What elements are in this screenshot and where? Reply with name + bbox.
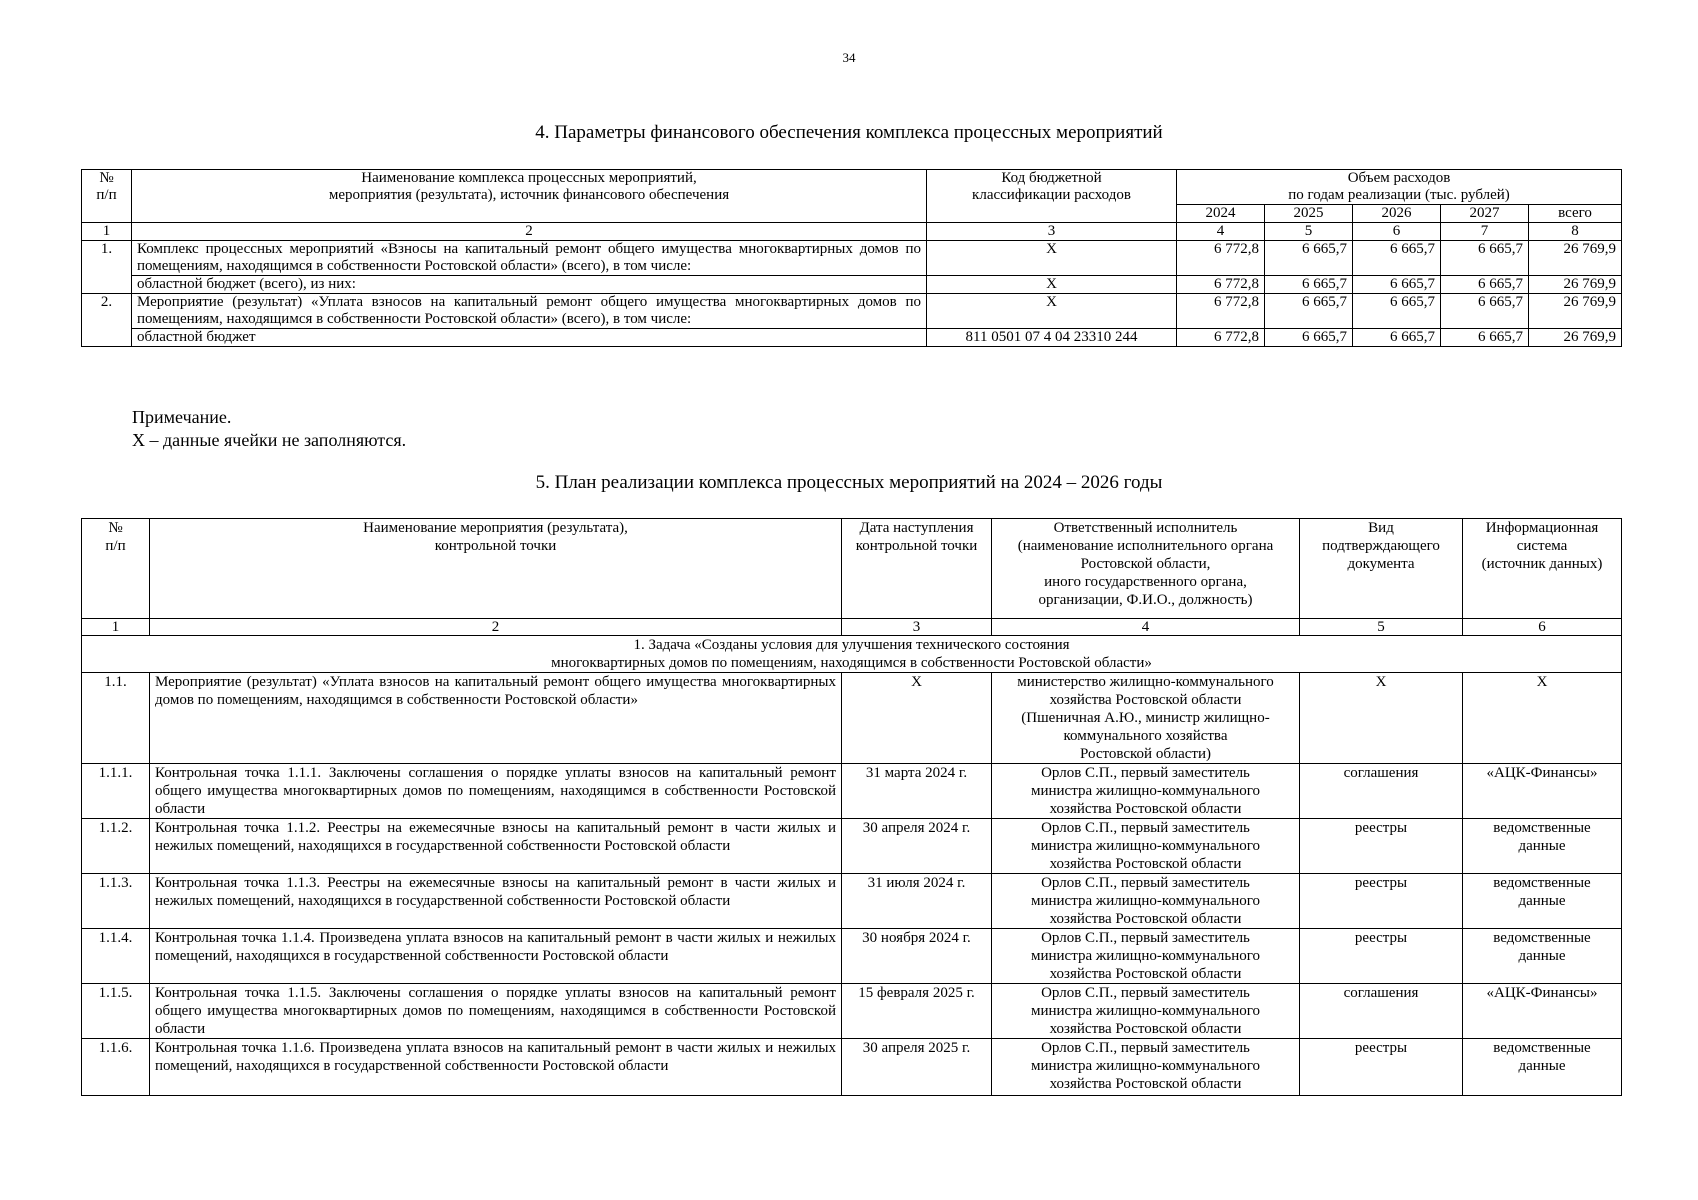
plan-row xyxy=(82,1039,1622,1096)
row-value-2027: 6 665,7 xyxy=(1441,294,1529,329)
row-code: X xyxy=(927,294,1177,329)
row-num: 1.1.3. xyxy=(82,874,150,929)
row-value-2024: 6 772,8 xyxy=(1177,241,1265,276)
row-name: Мероприятие (результат) «Уплата взносов на капитальный ремонт общего имущества многоквартирных домов по помещениям, находящимся в собственности Ростовской области» (всего), в том числе: xyxy=(132,294,927,329)
plan-row xyxy=(82,984,1622,1039)
index-cell: 3 xyxy=(927,223,1177,241)
note-text: X – данные ячейки не заполняются. xyxy=(132,430,407,450)
index-cell: 7 xyxy=(1441,223,1529,241)
row-value-2025: 6 665,7 xyxy=(1265,329,1353,347)
note-title: Примечание. xyxy=(132,407,232,427)
row-system: ведомственные данные xyxy=(1463,819,1622,874)
row-name: Контрольная точка 1.1.1. Заключены соглашения о порядке уплаты взносов на капитальный ремонт общего имущества многоквартирных домов по помещениям, находящимся в собственности Ростовской области xyxy=(150,764,842,819)
row-value-2024: 6 772,8 xyxy=(1177,276,1265,294)
row-doc: реестры xyxy=(1300,929,1463,984)
section-4-title: 4. Параметры финансового обеспечения комплекса процессных мероприятий xyxy=(535,122,1163,143)
row-code: X xyxy=(927,276,1177,294)
row-system: ведомственные данные xyxy=(1463,874,1622,929)
row-responsible: Орлов С.П., первый заместитель министра жилищно-коммунального хозяйства Ростовской области xyxy=(992,819,1300,874)
row-value-2025: 6 665,7 xyxy=(1265,276,1353,294)
header-year: 2024 xyxy=(1177,205,1265,223)
plan-table xyxy=(81,518,1622,1096)
plan-row xyxy=(82,819,1622,874)
row-responsible: Орлов С.П., первый заместитель министра жилищно-коммунального хозяйства Ростовской области xyxy=(992,764,1300,819)
row-value-2024: 6 772,8 xyxy=(1177,329,1265,347)
note xyxy=(132,406,406,452)
row-doc: реестры xyxy=(1300,1039,1463,1096)
row-value-2026: 6 665,7 xyxy=(1353,276,1441,294)
row-name: Контрольная точка 1.1.4. Произведена уплата взносов на капитальный ремонт в части жилых и нежилых помещений, находящихся в государственной собственности Ростовской области xyxy=(150,929,842,984)
row-code: 811 0501 07 4 04 23310 244 xyxy=(927,329,1177,347)
row-responsible: Орлов С.П., первый заместитель министра жилищно-коммунального хозяйства Ростовской области xyxy=(992,874,1300,929)
header-date: Дата наступления контрольной точки xyxy=(842,519,992,619)
row-date: 30 апреля 2025 г. xyxy=(842,1039,992,1096)
row-doc: реестры xyxy=(1300,874,1463,929)
row-date: 31 июля 2024 г. xyxy=(842,874,992,929)
plan-row xyxy=(82,673,1622,764)
row-value-2025: 6 665,7 xyxy=(1265,241,1353,276)
row-doc: реестры xyxy=(1300,819,1463,874)
index-cell: 1 xyxy=(82,223,132,241)
row-code: X xyxy=(927,241,1177,276)
row-num: 2. xyxy=(82,294,132,347)
header-doc-type: Вид подтверждающего документа xyxy=(1300,519,1463,619)
row-doc: соглашения xyxy=(1300,764,1463,819)
row-responsible: Орлов С.П., первый заместитель министра жилищно-коммунального хозяйства Ростовской области xyxy=(992,929,1300,984)
row-date: 30 ноября 2024 г. xyxy=(842,929,992,984)
task-header-row xyxy=(82,636,1622,673)
plan-index-row xyxy=(82,619,1622,636)
row-value-2027: 6 665,7 xyxy=(1441,276,1529,294)
row-value-total: 26 769,9 xyxy=(1529,276,1622,294)
row-value-2027: 6 665,7 xyxy=(1441,329,1529,347)
row-system: ведомственные данные xyxy=(1463,1039,1622,1096)
row-doc: X xyxy=(1300,673,1463,764)
row-system: «АЦК-Финансы» xyxy=(1463,984,1622,1039)
row-name: областной бюджет (всего), из них: xyxy=(132,276,927,294)
finance-row xyxy=(82,294,1622,329)
row-system: X xyxy=(1463,673,1622,764)
row-name: областной бюджет xyxy=(132,329,927,347)
index-cell: 5 xyxy=(1300,619,1463,636)
plan-row xyxy=(82,764,1622,819)
row-responsible: Орлов С.П., первый заместитель министра жилищно-коммунального хозяйства Ростовской области xyxy=(992,984,1300,1039)
header-code: Код бюджетной классификации расходов xyxy=(927,170,1177,223)
finance-header-row xyxy=(82,170,1622,205)
index-cell: 3 xyxy=(842,619,992,636)
finance-row xyxy=(82,329,1622,347)
index-cell: 4 xyxy=(1177,223,1265,241)
header-year: 2026 xyxy=(1353,205,1441,223)
index-cell: 8 xyxy=(1529,223,1622,241)
row-num: 1.1.5. xyxy=(82,984,150,1039)
row-name: Комплекс процессных мероприятий «Взносы на капитальный ремонт общего имущества многоквартирных домов по помещениям, находящимся в собственности Ростовской области» (всего), в том числе: xyxy=(132,241,927,276)
row-system: «АЦК-Финансы» xyxy=(1463,764,1622,819)
row-num: 1.1. xyxy=(82,673,150,764)
index-cell: 6 xyxy=(1463,619,1622,636)
header-name: Наименование мероприятия (результата), контрольной точки xyxy=(150,519,842,619)
header-responsible: Ответственный исполнитель (наименование исполнительного органа Ростовской области, иного государственного органа, организации, Ф.И.О., должность) xyxy=(992,519,1300,619)
finance-table xyxy=(81,169,1622,347)
index-cell: 6 xyxy=(1353,223,1441,241)
header-volume: Объем расходов по годам реализации (тыс. рублей) xyxy=(1177,170,1622,205)
row-value-2026: 6 665,7 xyxy=(1353,241,1441,276)
row-value-total: 26 769,9 xyxy=(1529,294,1622,329)
finance-row xyxy=(82,276,1622,294)
finance-row xyxy=(82,241,1622,276)
page-number: 34 xyxy=(842,50,856,65)
row-value-2024: 6 772,8 xyxy=(1177,294,1265,329)
row-date: 30 апреля 2024 г. xyxy=(842,819,992,874)
header-info-system: Информационная система (источник данных) xyxy=(1463,519,1622,619)
row-value-total: 26 769,9 xyxy=(1529,241,1622,276)
header-year: 2025 xyxy=(1265,205,1353,223)
row-value-total: 26 769,9 xyxy=(1529,329,1622,347)
row-date: 15 февраля 2025 г. xyxy=(842,984,992,1039)
row-num: 1.1.4. xyxy=(82,929,150,984)
row-num: 1.1.1. xyxy=(82,764,150,819)
row-value-2026: 6 665,7 xyxy=(1353,329,1441,347)
row-date: X xyxy=(842,673,992,764)
row-responsible: Орлов С.П., первый заместитель министра жилищно-коммунального хозяйства Ростовской области xyxy=(992,1039,1300,1096)
row-value-2026: 6 665,7 xyxy=(1353,294,1441,329)
index-cell: 2 xyxy=(132,223,927,241)
header-name: Наименование комплекса процессных мероприятий, мероприятия (результата), источник финансового обеспечения xyxy=(132,170,927,223)
header-total: всего xyxy=(1529,205,1622,223)
section-5-title: 5. План реализации комплекса процессных мероприятий на 2024 – 2026 годы xyxy=(535,472,1163,493)
index-cell: 5 xyxy=(1265,223,1353,241)
header-num: № п/п xyxy=(82,519,150,619)
index-cell: 4 xyxy=(992,619,1300,636)
row-name: Контрольная точка 1.1.5. Заключены соглашения о порядке уплаты взносов на капитальный ремонт общего имущества многоквартирных домов по помещениям, находящимся в собственности Ростовской области xyxy=(150,984,842,1039)
row-value-2025: 6 665,7 xyxy=(1265,294,1353,329)
plan-header-row xyxy=(82,519,1622,619)
row-system: ведомственные данные xyxy=(1463,929,1622,984)
row-num: 1.1.6. xyxy=(82,1039,150,1096)
row-num: 1.1.2. xyxy=(82,819,150,874)
header-year: 2027 xyxy=(1441,205,1529,223)
row-name: Контрольная точка 1.1.2. Реестры на ежемесячные взносы на капитальный ремонт в части жилых и нежилых помещений, находящихся в государственной собственности Ростовской области xyxy=(150,819,842,874)
finance-index-row xyxy=(82,223,1622,241)
index-cell: 2 xyxy=(150,619,842,636)
plan-row xyxy=(82,929,1622,984)
task-header: 1. Задача «Созданы условия для улучшения технического состояния многоквартирных домов по помещениям, находящимся в собственности Ростовской области» xyxy=(82,636,1622,673)
index-cell: 1 xyxy=(82,619,150,636)
plan-row xyxy=(82,874,1622,929)
row-name: Контрольная точка 1.1.3. Реестры на ежемесячные взносы на капитальный ремонт в части жилых и нежилых помещений, находящихся в государственной собственности Ростовской области xyxy=(150,874,842,929)
header-num: № п/п xyxy=(82,170,132,223)
row-date: 31 марта 2024 г. xyxy=(842,764,992,819)
row-num: 1. xyxy=(82,241,132,294)
row-doc: соглашения xyxy=(1300,984,1463,1039)
row-name: Контрольная точка 1.1.6. Произведена уплата взносов на капитальный ремонт в части жилых и нежилых помещений, находящихся в государственной собственности Ростовской области xyxy=(150,1039,842,1096)
row-name: Мероприятие (результат) «Уплата взносов на капитальный ремонт общего имущества многоквартирных домов по помещениям, находящимся в собственности Ростовской области» xyxy=(150,673,842,764)
row-value-2027: 6 665,7 xyxy=(1441,241,1529,276)
row-responsible: министерство жилищно-коммунального хозяйства Ростовской области (Пшеничная А.Ю., министр жилищно-коммунального хозяйства Ростовской области) xyxy=(992,673,1300,764)
